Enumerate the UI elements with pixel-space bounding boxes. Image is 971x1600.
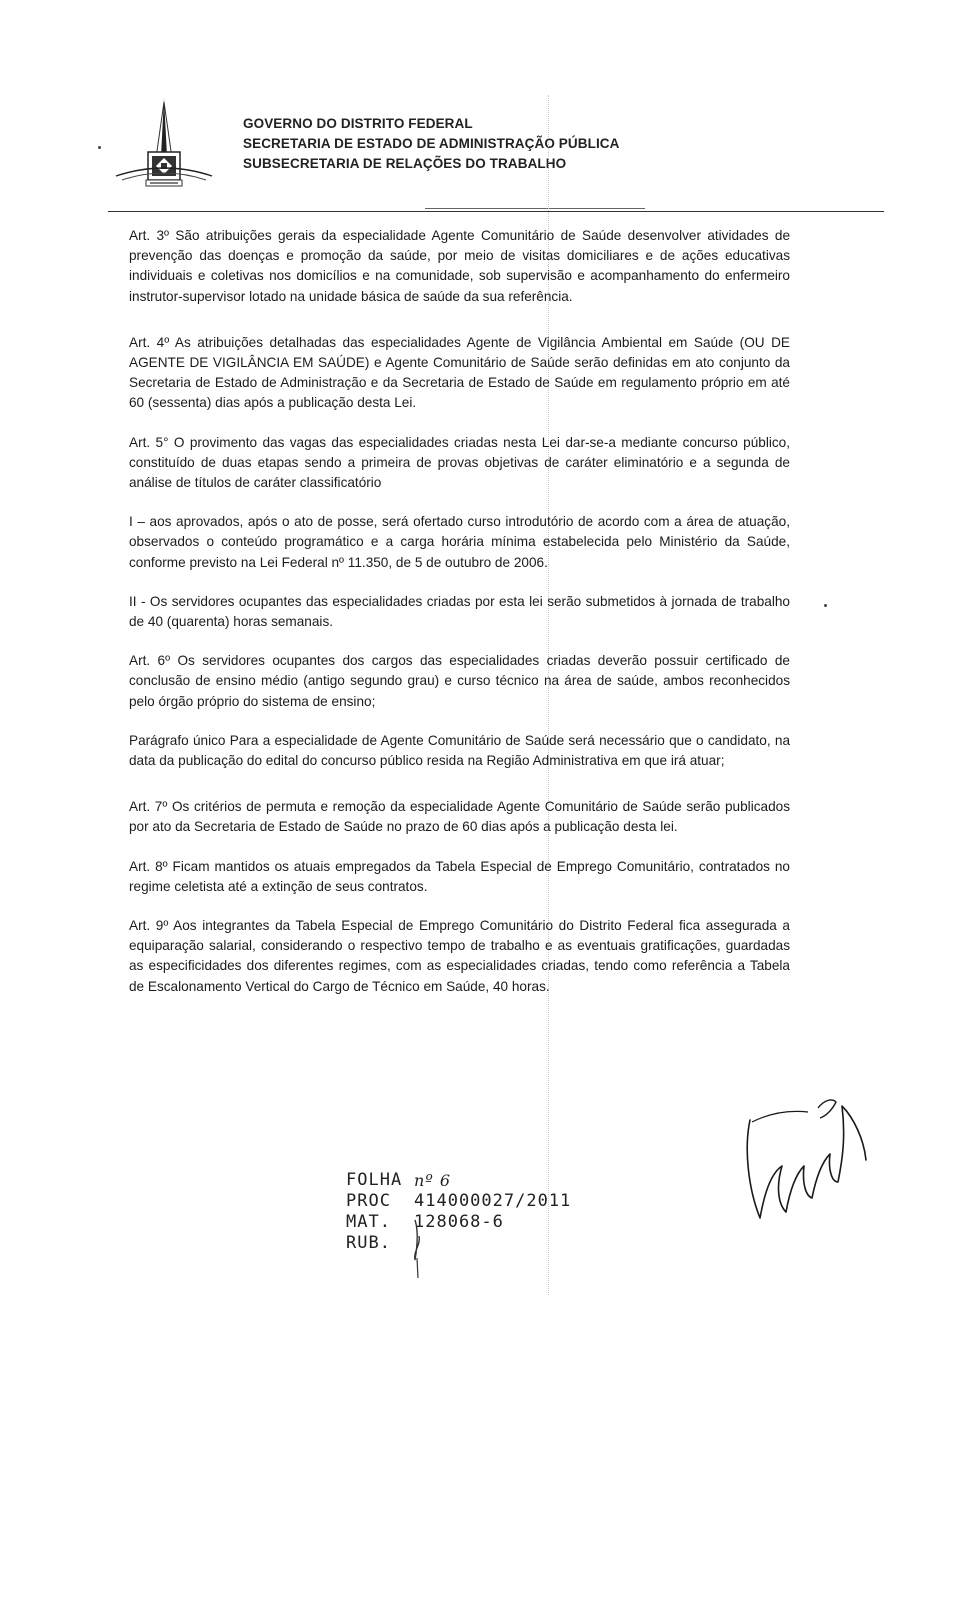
article-6: Art. 6º Os servidores ocupantes dos cargos das especialidades criadas deverão possuir certificado de conclusão de ensino médio (antigo segundo grau) e curso técnico na área de saúde, ambos reconhecidos pelo órgão próprio do sistema de ensino; xyxy=(129,653,790,709)
article-5-inciso-2: II - Os servidores ocupantes das especialidades criadas por esta lei serão submetidos à jornada de trabalho de 40 (quarenta) horas semanais. xyxy=(129,593,790,630)
scan-speck xyxy=(98,146,101,149)
stamp-proc-label: PROC xyxy=(346,1191,391,1211)
stamp-folha-label: FOLHA xyxy=(346,1170,403,1190)
article-3: Art. 3º São atribuições gerais da especialidade Agente Comunitário de Saúde desenvolver atividades de prevenção das doenças e promoção da saúde, por meio de visitas domiciliares e de ações educativas individuais e coletivas nos domicílios e na comunidade, sob supervisão e acompanhamento do enfermeiro instrutor-supervisor lotado na unidade básica de saúde da sua referência. xyxy=(129,228,790,304)
stamp-mat-value: 128068-6 xyxy=(414,1212,504,1232)
stamp-folha-value: nº 6 xyxy=(414,1171,452,1190)
article-6-paragraph: Parágrafo único Para a especialidade de Agente Comunitário de Saúde será necessário que o candidato, na data da publicação do edital do concurso público resida na Região Administrativa em que irá atuar; xyxy=(129,732,790,769)
header-line-secretariat: SECRETARIA DE ESTADO DE ADMINISTRAÇÃO PÚBLICA xyxy=(243,136,620,151)
stamp-mat-label: MAT. xyxy=(346,1212,391,1232)
article-5: Art. 5° O provimento das vagas das especialidades criadas nesta Lei dar-se-a mediante concurso público, constituído de duas etapas sendo a primeira de provas objetivas de caráter eliminatório e a segunda de análise de títulos de caráter classificatório xyxy=(129,434,790,491)
rubric-initials-icon xyxy=(395,1160,485,1290)
header-titles xyxy=(243,114,620,174)
stamp-rub-label: RUB. xyxy=(346,1233,391,1253)
article-5-inciso-1: I – aos aprovados, após o ato de posse, será ofertado curso introdutório de acordo com a área de atuação, observados o conteúdo programático e a carga horária mínima estabelecida pelo Ministério da Saúde, conforme previsto na Lei Federal nº 11.350, de 5 de outubro de 2006. xyxy=(129,514,790,570)
brasilia-coat-of-arms-icon xyxy=(112,96,216,196)
header-line-subsecretariat: SUBSECRETARIA DE RELAÇÕES DO TRABALHO xyxy=(243,156,567,171)
header-divider-secondary xyxy=(425,208,645,209)
article-4: Art. 4º As atribuições detalhadas das especialidades Agente de Vigilância Ambiental em Saúde (OU DE AGENTE DE VIGILÂNCIA EM SAÚDE) e Agente Comunitário de Saúde serão definidas em ato conjunto da Secretaria de Estado de Administração e da Secretaria de Estado de Saúde em regulamento próprio em até 60 (sessenta) dias após a publicação desta Lei. xyxy=(129,334,790,411)
scan-speck xyxy=(824,604,827,607)
article-9: Art. 9º Aos integrantes da Tabela Especial de Emprego Comunitário do Distrito Federal fica assegurada a equiparação salarial, considerando o respectivo tempo de trabalho e as eventuais gratificações, guardadas as especificidades dos diferentes regimes, com as especialidades criadas, tendo como referência a Tabela de Escalonamento Vertical do Cargo de Técnico em Saúde, 40 horas. xyxy=(129,918,790,994)
handwritten-signature-icon xyxy=(742,1078,872,1228)
header-divider xyxy=(108,211,884,212)
article-7: Art. 7º Os critérios de permuta e remoção da especialidade Agente Comunitário de Saúde serão publicados por ato da Secretaria de Estado de Saúde no prazo de 60 dias após a publicação desta lei. xyxy=(129,799,790,835)
stamp-proc-value: 414000027/2011 xyxy=(414,1191,572,1211)
header-line-government: GOVERNO DO DISTRITO FEDERAL xyxy=(243,116,473,131)
document-body xyxy=(129,226,790,1016)
article-8: Art. 8º Ficam mantidos os atuais empregados da Tabela Especial de Emprego Comunitário, contratados no regime celetista até a extinção de seus contratos. xyxy=(129,858,790,894)
